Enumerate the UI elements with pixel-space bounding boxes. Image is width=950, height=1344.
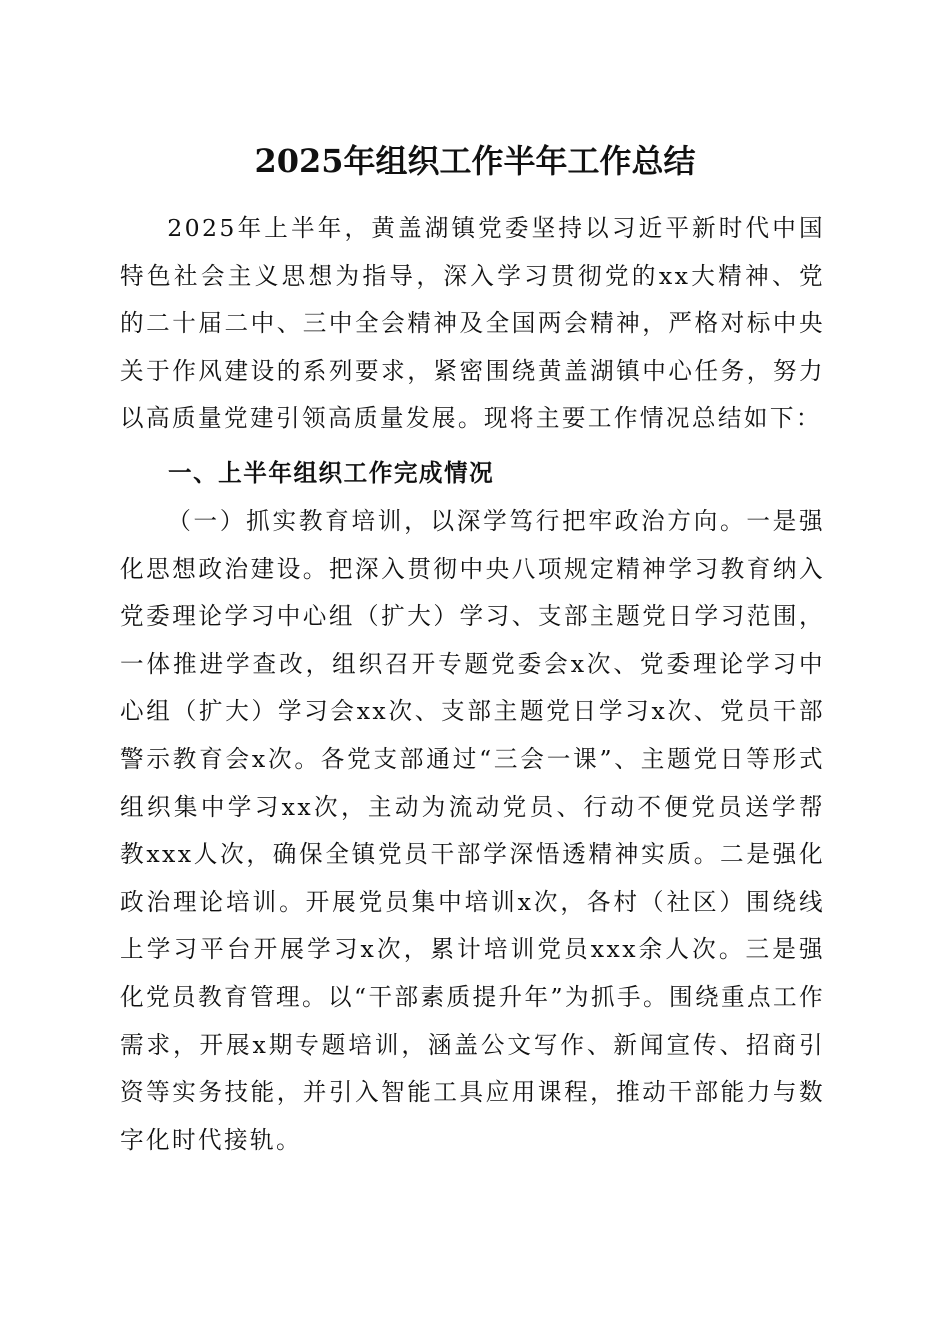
intro-paragraph: 2025年上半年，黄盖湖镇党委坚持以习近平新时代中国特色社会主义思想为指导，深入学习贯彻党的xx大精神、党的二十届二中、三中全会精神及全国两会精神，严格对标中央关于作风建设的系列要求，紧密围绕黄盖湖镇中心任务，努力以高质量党建引领高质量发展。现将主要工作情况总结如下： [120, 214, 825, 433]
document-title: 2025年组织工作半年工作总结 [254, 142, 696, 180]
section-paragraph: （一）抓实教育培训，以深学笃行把牢政治方向。一是强化思想政治建设。把深入贯彻中央八项规定精神学习教育纳入党委理论学习中心组（扩大）学习、支部主题党日学习范围，一体推进学查改，组织召开专题党委会x次、党委理论学习中心组（扩大）学习会xx次、支部主题党日学习x次、党员干部警示教育会x次。各党支部通过“三会一课”、主题党日等形式组织集中学习xx次，主动为流动党员、行动不便党员送学帮教xxx人次，确保全镇党员干部学深悟透精神实质。二是强化政治理论培训。开展党员集中培训x次，各村（社区）围绕线上学习平台开展学习x次，累计培训党员xxx余人次。三是强化党员教育管理。以“干部素质提升年”为抓手。围绕重点工作需求，开展x期专题培训，涵盖公文写作、新闻宣传、招商引资等实务技能，并引入智能工具应用课程，推动干部能力与数字化时代接轨。 [120, 507, 825, 1154]
section-heading: 一、上半年组织工作完成情况 [168, 459, 495, 487]
